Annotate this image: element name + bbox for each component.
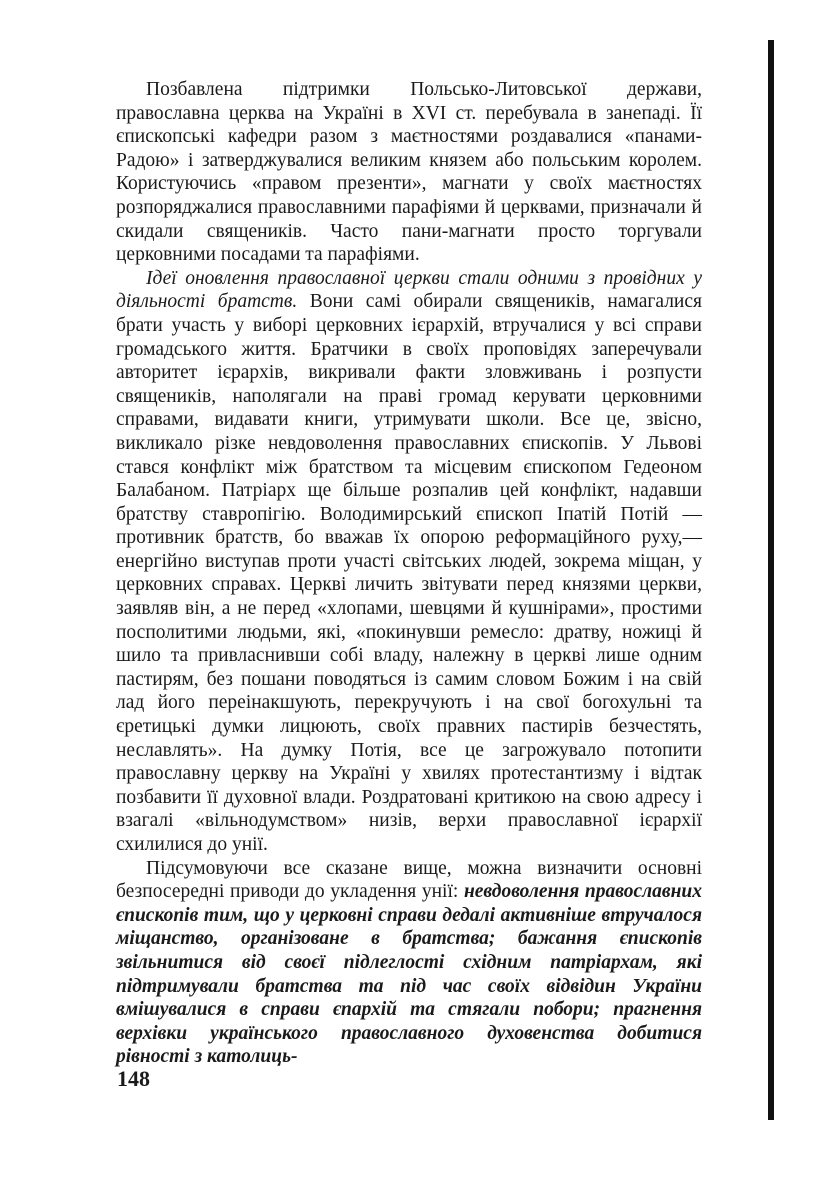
- paragraph-2: [116, 267, 702, 857]
- paragraph-3-italic: невдоволення православних єпископів тим, що у церковні справи дедалі активніше втручалося міщанство, організоване в братства; бажання єпископів звільнитися від своєї підлеглості східним патріархам, які підтримували братства та під час своїх відвідин України вмішувалися в справи єпархій та стягали побори; прагнення верхівки українського православного духовенства добитися рівності з католиць-: [116, 881, 703, 1068]
- page-edge-shadow: [768, 40, 774, 1120]
- paragraph-2-text: Вони самі обирали священиків, намагалися брати участь у виборі церковних ієрархій, втручалися у всі справи громадського життя. Братчики в своїх проповідях заперечували авторитет ієрархів, викривали факти зловживань і розпусти священиків, наполягали на праві громад керувати церковними справами, видавати книги, утримувати школи. Все це, звісно, викликало різке невдоволення православних єпископів. У Львові стався конфлікт між братством та місцевим єпископом Гедеоном Балабаном. Патріарх ще більше розпалив цей конфлікт, надавши братству ставропігію. Володимирський єпископ Іпатій Потій — противник братств, бо вважав їх опорою реформаційного руху,— енергійно виступав проти участі світських людей, зокрема міщан, у церковних справах. Церкві личить звітувати перед князями церкви, заявляв він, а не перед «хлопами, шевцями й кушнірами», простими посполитими людьми, які, «покинувши ремесло: дратву, ножиці й шило та привласнивши собі владу, належну в церкві лише одним пастирям, без пошани поводяться із самим словом Божим і на свій лад його переінакшують, перекручують і на свої богохульні та єретицькі думки лицюють, своїх правних пастирів безчестять, неславлять». На думку Потія, все це загрожувало потопити православну церкву на Україні у хвилях протестантизму і відтак позбавити її духовної влади. Роздратовані критикою на свою адресу і взагалі «вільнодумством» низів, верхи православної ієрархії схилилися до унії.: [116, 291, 702, 855]
- page-body: [116, 78, 702, 1069]
- paragraph-1: Позбавлена підтримки Польсько-Литовської держави, православна церква на Україні в XVI ст. перебувала в занепаді. Її єпископські кафедри разом з маєтностями роздавалися «панами-Радою» і затверджувалися великим князем або польським королем. Користуючись «правом презенти», магнати у своїх маєтностях розпоряджалися православними парафіями й церквами, призначали й скидали священиків. Часто пани-магнати просто торгували церковними посадами та парафіями.: [116, 79, 702, 266]
- page-number: 148: [117, 1066, 150, 1091]
- paragraph-2-italic-lead: Ідеї оновлення православної церкви стали одними з провідних у діяльності братств.: [116, 267, 702, 313]
- paragraph-3: [116, 857, 702, 1069]
- paragraph-3-text: Підсумовуючи все сказане вище, можна визначити основні безпосередні приводи до укладення унії:: [116, 857, 702, 903]
